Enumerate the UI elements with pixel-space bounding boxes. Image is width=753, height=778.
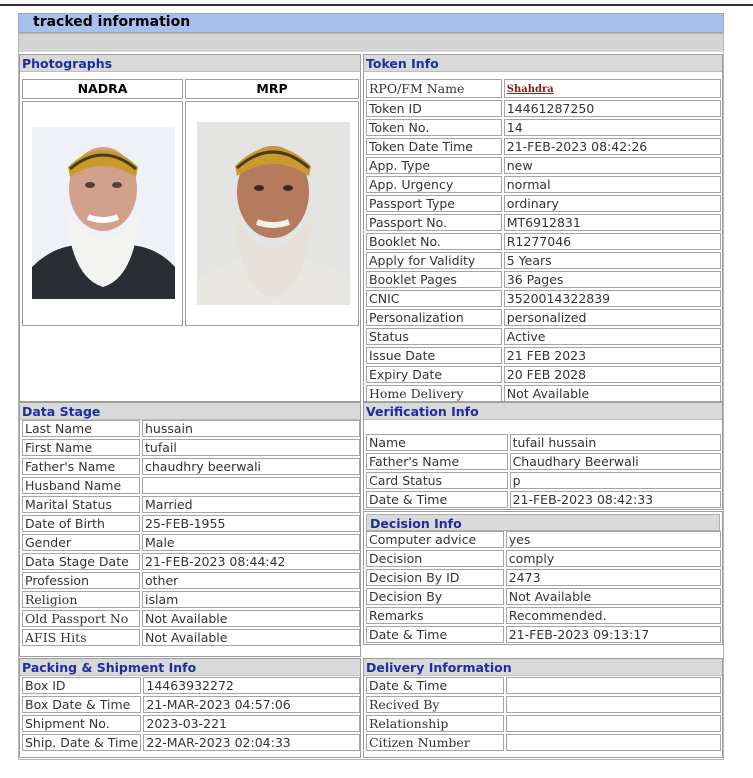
verification-info-heading: [364, 403, 722, 420]
field-value: Male: [142, 534, 360, 551]
field-label: Issue Date: [366, 347, 502, 364]
field-label: Box ID: [22, 677, 141, 694]
field-label: Decision By ID: [366, 569, 504, 586]
info-row: [366, 453, 721, 470]
field-label: Father's Name: [366, 453, 508, 470]
field-label: Computer advice: [366, 531, 504, 548]
field-label: Marital Status: [22, 496, 140, 513]
info-row: [366, 491, 721, 508]
mrp-photo: [197, 122, 350, 305]
info-row: [22, 420, 360, 437]
field-value: 5 Years: [504, 252, 721, 269]
info-row: [22, 696, 360, 713]
field-value: comply: [506, 550, 721, 567]
field-label: Relationship: [366, 715, 504, 732]
verification-info-heading-text: Verification Info: [366, 404, 479, 419]
delivery-info-heading-text: Delivery Information: [366, 660, 512, 675]
field-label: Father's Name: [22, 458, 140, 475]
nadra-photo-box: [22, 101, 183, 326]
field-value: p: [510, 472, 721, 489]
field-value: Not Available: [506, 588, 721, 605]
info-row: [22, 629, 360, 646]
field-value: 25-FEB-1955: [142, 515, 360, 532]
info-row: [22, 458, 360, 475]
rpo-link[interactable]: Shahdra: [506, 84, 554, 95]
info-row: [366, 715, 721, 732]
field-value: 21 FEB 2023: [504, 347, 721, 364]
info-row: [366, 195, 721, 212]
top-rule: [0, 4, 753, 6]
field-value: [506, 677, 721, 694]
field-label: Religion: [22, 591, 140, 608]
info-row: [366, 626, 721, 643]
nadra-label: NADRA: [22, 79, 183, 99]
info-row: [366, 214, 721, 231]
field-value: tufail hussain: [510, 434, 721, 451]
decision-info-heading-text: Decision Info: [370, 516, 462, 531]
field-value: [506, 696, 721, 713]
token-info-heading-text: Token Info: [366, 56, 439, 71]
field-label: Husband Name: [22, 477, 140, 494]
info-row: [22, 553, 360, 570]
field-value: 36 Pages: [504, 271, 721, 288]
field-label: Status: [366, 328, 502, 345]
field-value: 21-MAR-2023 04:57:06: [143, 696, 360, 713]
info-row: [366, 385, 721, 402]
field-label: Profession: [22, 572, 140, 589]
field-label: Booklet Pages: [366, 271, 502, 288]
token-info-heading: [364, 55, 722, 72]
delivery-info-heading: [364, 659, 722, 676]
mrp-photo-box: [185, 101, 359, 326]
packing-shipment-heading: [20, 659, 360, 676]
field-label: Gender: [22, 534, 140, 551]
field-label: Citizen Number: [366, 734, 504, 751]
field-value: [506, 715, 721, 732]
info-row: [22, 734, 360, 751]
info-row: [366, 550, 721, 567]
info-row: [22, 572, 360, 589]
info-row: [366, 607, 721, 624]
field-label: Booklet No.: [366, 233, 502, 250]
info-row: [366, 734, 721, 751]
field-label: Personalization: [366, 309, 502, 326]
field-value: 2473: [506, 569, 721, 586]
field-value: 21-FEB-2023 09:13:17: [506, 626, 721, 643]
field-label: Last Name: [22, 420, 140, 437]
field-value: tufail: [142, 439, 360, 456]
field-label: Token No.: [366, 119, 502, 136]
field-label: Date & Time: [366, 677, 504, 694]
field-label: RPO/FM Name: [366, 79, 502, 98]
info-row: [366, 157, 721, 174]
info-row: [366, 290, 721, 307]
info-row: [22, 610, 360, 627]
field-label: Box Date & Time: [22, 696, 141, 713]
field-value: personalized: [504, 309, 721, 326]
decision-info-table: [364, 529, 723, 645]
field-label: Date & Time: [366, 626, 504, 643]
info-row: [366, 271, 721, 288]
field-value: R1277046: [504, 233, 721, 250]
packing-shipment-heading-text: Packing & Shipment Info: [22, 660, 197, 675]
field-label: Passport Type: [366, 195, 502, 212]
field-value: 2023-03-221: [143, 715, 360, 732]
field-label: Remarks: [366, 607, 504, 624]
info-row: [366, 677, 721, 694]
info-row: [366, 531, 721, 548]
field-value: chaudhry beerwali: [142, 458, 360, 475]
info-row: [22, 439, 360, 456]
info-row: [366, 434, 721, 451]
info-row: [366, 79, 721, 98]
field-value: 14461287250: [504, 100, 721, 117]
field-label: Shipment No.: [22, 715, 141, 732]
field-label: Recived By: [366, 696, 504, 713]
verification-info-table: [364, 432, 723, 510]
info-row: [366, 138, 721, 155]
field-value: 14463932272: [143, 677, 360, 694]
info-row: [366, 233, 721, 250]
field-label: Token ID: [366, 100, 502, 117]
field-label: Apply for Validity: [366, 252, 502, 269]
info-row: [22, 591, 360, 608]
field-label: First Name: [22, 439, 140, 456]
field-value: ordinary: [504, 195, 721, 212]
info-row: [22, 534, 360, 551]
info-row: [366, 328, 721, 345]
field-value: islam: [142, 591, 360, 608]
field-label: Decision: [366, 550, 504, 567]
info-row: [366, 696, 721, 713]
info-row: [22, 496, 360, 513]
field-label: App. Type: [366, 157, 502, 174]
field-label: Date of Birth: [22, 515, 140, 532]
field-value: 22-MAR-2023 02:04:33: [143, 734, 360, 751]
field-value: new: [504, 157, 721, 174]
field-label: AFIS Hits: [22, 629, 140, 646]
delivery-info-table: [364, 675, 723, 753]
field-value: Not Available: [504, 385, 721, 402]
info-row: [22, 715, 360, 732]
token-info-table: [364, 77, 723, 404]
field-label: Decision By: [366, 588, 504, 605]
field-value: [504, 79, 721, 98]
field-label: Expiry Date: [366, 366, 502, 383]
info-row: [366, 347, 721, 364]
field-value: Chaudhary Beerwali: [510, 453, 721, 470]
info-row: [366, 252, 721, 269]
field-value: Not Available: [142, 610, 360, 627]
photographs-heading-text: Photographs: [22, 56, 113, 71]
field-label: Card Status: [366, 472, 508, 489]
info-row: [366, 569, 721, 586]
field-label: Passport No.: [366, 214, 502, 231]
field-value: 21-FEB-2023 08:42:33: [510, 491, 721, 508]
info-row: [366, 588, 721, 605]
info-row: [366, 472, 721, 489]
field-label: CNIC: [366, 290, 502, 307]
field-value: MT6912831: [504, 214, 721, 231]
data-stage-table: [20, 418, 362, 648]
info-row: [366, 176, 721, 193]
field-label: Ship. Date & Time: [22, 734, 141, 751]
field-value: other: [142, 572, 360, 589]
info-row: [22, 477, 360, 494]
nadra-photo: [32, 127, 175, 299]
field-value: 21-FEB-2023 08:44:42: [142, 553, 360, 570]
field-value: Recommended.: [506, 607, 721, 624]
field-value: normal: [504, 176, 721, 193]
data-stage-heading-text: Data Stage: [22, 404, 101, 419]
field-value: 20 FEB 2028: [504, 366, 721, 383]
mrp-label: MRP: [185, 79, 359, 99]
field-label: Data Stage Date: [22, 553, 140, 570]
field-value: hussain: [142, 420, 360, 437]
field-value: [142, 477, 360, 494]
field-value: yes: [506, 531, 721, 548]
page-title: tracked information: [33, 14, 191, 30]
field-label: Name: [366, 434, 508, 451]
field-value: 14: [504, 119, 721, 136]
packing-shipment-table: [20, 675, 362, 753]
field-value: 21-FEB-2023 08:42:26: [504, 138, 721, 155]
info-row: [366, 309, 721, 326]
field-value: 3520014322839: [504, 290, 721, 307]
field-value: Active: [504, 328, 721, 345]
info-row: [366, 119, 721, 136]
header-strip: [19, 34, 723, 52]
info-row: [366, 100, 721, 117]
field-label: App. Urgency: [366, 176, 502, 193]
field-label: Old Passport No: [22, 610, 140, 627]
info-row: [22, 677, 360, 694]
field-label: Date & Time: [366, 491, 508, 508]
info-row: [366, 366, 721, 383]
field-value: Married: [142, 496, 360, 513]
field-label: Home Delivery: [366, 385, 502, 402]
info-row: [22, 515, 360, 532]
field-value: [506, 734, 721, 751]
field-label: Token Date Time: [366, 138, 502, 155]
field-value: Not Available: [142, 629, 360, 646]
photographs-heading: [20, 55, 360, 72]
title-bar: [18, 13, 724, 33]
